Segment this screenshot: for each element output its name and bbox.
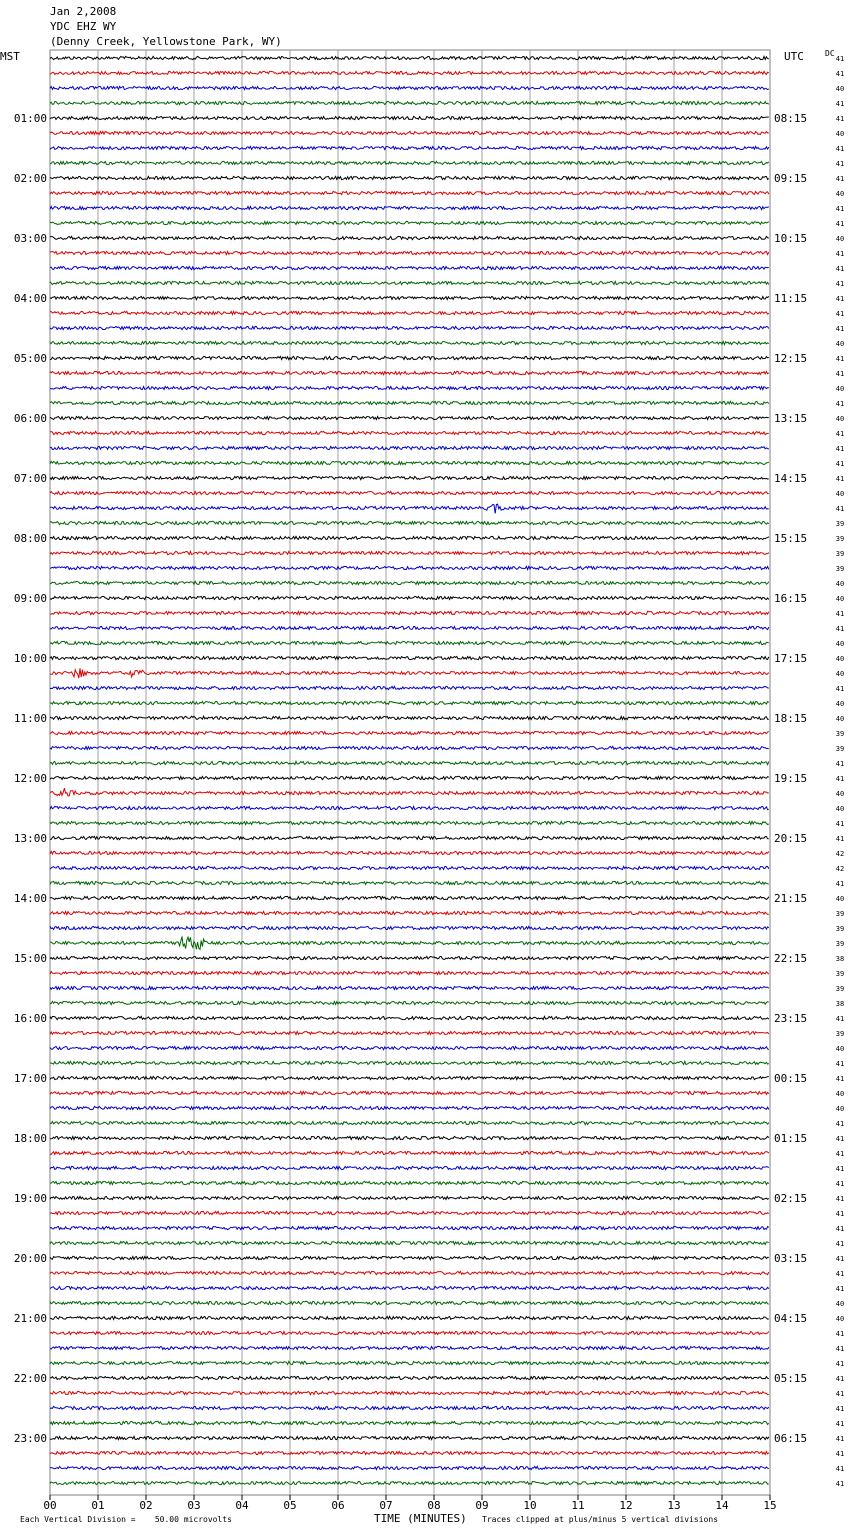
dc-offset-label: 41 — [835, 400, 845, 408]
header-date: Jan 2,2008 — [50, 5, 117, 18]
dc-offset-label: 41 — [835, 835, 845, 843]
dc-offset-label: 41 — [835, 295, 845, 303]
left-hour-label: 18:00 — [13, 1132, 47, 1145]
right-timezone-label: UTC — [784, 50, 804, 63]
dc-offset-label: 41 — [835, 1180, 845, 1188]
trace-line — [50, 1181, 769, 1184]
dc-offset-label: 41 — [835, 430, 845, 438]
trace-line — [50, 821, 769, 824]
x-tick-label: 00 — [43, 1499, 57, 1512]
dc-offset-label: 40 — [835, 670, 845, 678]
dc-offset-label: 41 — [835, 1150, 845, 1158]
dc-offset-label: 41 — [835, 1405, 845, 1413]
dc-offset-label: 41 — [835, 70, 845, 78]
x-axis-title: TIME (MINUTES) — [374, 1512, 467, 1525]
dc-offset-label: 41 — [835, 775, 845, 783]
trace-line — [50, 1481, 769, 1484]
trace-line — [50, 806, 769, 809]
x-tick-label: 04 — [235, 1499, 249, 1512]
trace-line — [50, 1421, 769, 1424]
trace-line — [50, 491, 769, 494]
trace-line — [50, 1256, 769, 1259]
dc-offset-label: 40 — [835, 85, 845, 93]
trace-line — [50, 1046, 769, 1049]
trace-line — [50, 656, 769, 659]
dc-offset-label: 40 — [835, 580, 845, 588]
trace-line — [50, 416, 769, 419]
right-hour-label: 22:15 — [774, 952, 808, 965]
trace-line — [50, 101, 769, 104]
x-tick-label: 08 — [427, 1499, 441, 1512]
dc-offset-label: 41 — [835, 1195, 845, 1203]
right-hour-label: 04:15 — [774, 1312, 808, 1325]
right-hour-label: 23:15 — [774, 1012, 808, 1025]
dc-offset-label: 41 — [835, 1480, 845, 1488]
dc-offset-label: 38 — [835, 955, 845, 963]
dc-offset-label: 41 — [835, 1420, 845, 1428]
dc-offset-label: 41 — [835, 1285, 845, 1293]
right-hour-label: 05:15 — [774, 1372, 808, 1385]
right-hour-label: 02:15 — [774, 1192, 808, 1205]
dc-offset-label: 41 — [835, 445, 845, 453]
trace-line — [50, 1376, 769, 1379]
dc-offset-label: 41 — [835, 175, 845, 183]
trace-line — [50, 504, 769, 513]
dc-offset-label: 39 — [835, 745, 845, 753]
dc-offset-label: 39 — [835, 970, 845, 978]
right-hour-label: 19:15 — [774, 772, 808, 785]
left-hour-label: 17:00 — [13, 1072, 47, 1085]
left-hour-label: 06:00 — [13, 412, 47, 425]
dc-offset-label: 39 — [835, 565, 845, 573]
x-tick-label: 03 — [187, 1499, 201, 1512]
dc-offset-label: 41 — [835, 1465, 845, 1473]
trace-line — [50, 668, 769, 678]
x-tick-label: 13 — [667, 1499, 681, 1512]
right-hour-label: 15:15 — [774, 532, 808, 545]
trace-line — [50, 536, 769, 539]
trace-line — [50, 1136, 769, 1139]
trace-line — [50, 131, 769, 134]
trace-line — [50, 461, 769, 464]
dc-offset-label: 41 — [835, 475, 845, 483]
trace-line — [50, 1076, 769, 1079]
trace-line — [50, 1361, 769, 1364]
dc-offset-label: 39 — [835, 520, 845, 528]
x-tick-label: 11 — [571, 1499, 585, 1512]
trace-line — [50, 71, 769, 74]
x-tick-label: 07 — [379, 1499, 393, 1512]
trace-line — [50, 551, 769, 554]
vertical-division-note: Each Vertical Division = 50.00 microvolts — [20, 1515, 232, 1524]
trace-line — [50, 1001, 769, 1004]
dc-offset-label: 41 — [835, 1060, 845, 1068]
trace-line — [50, 836, 769, 839]
trace-line — [50, 686, 769, 689]
trace-line — [50, 911, 769, 914]
trace-line — [50, 356, 769, 359]
dc-offset-label: 38 — [835, 1000, 845, 1008]
dc-offset-label: 41 — [835, 370, 845, 378]
trace-line — [50, 446, 769, 449]
trace-line — [50, 371, 769, 374]
trace-line — [50, 1166, 769, 1169]
trace-line — [50, 761, 769, 764]
dc-offset-label: 40 — [835, 655, 845, 663]
left-hour-label: 14:00 — [13, 892, 47, 905]
dc-offset-label: 41 — [835, 760, 845, 768]
dc-offset-label: 41 — [835, 1345, 845, 1353]
left-hour-label: 08:00 — [13, 532, 47, 545]
dc-offset-label: 39 — [835, 940, 845, 948]
trace-line — [50, 1271, 769, 1274]
left-hour-label: 13:00 — [13, 832, 47, 845]
trace-line — [50, 1226, 769, 1229]
dc-offset-label: 39 — [835, 910, 845, 918]
trace-line — [50, 926, 769, 929]
dc-offset-label: 39 — [835, 925, 845, 933]
trace-line — [50, 56, 769, 59]
dc-offset-label: 39 — [835, 1030, 845, 1038]
trace-line — [50, 1436, 769, 1439]
dc-offset-label: 40 — [835, 895, 845, 903]
left-hour-label: 20:00 — [13, 1252, 47, 1265]
dc-offset-label: 40 — [835, 1045, 845, 1053]
trace-line — [50, 1061, 769, 1064]
dc-offset-label: 41 — [835, 220, 845, 228]
trace-line — [50, 146, 769, 149]
x-tick-label: 01 — [91, 1499, 105, 1512]
trace-line — [50, 1196, 769, 1199]
trace-line — [50, 1451, 769, 1454]
right-hour-label: 06:15 — [774, 1432, 808, 1445]
right-hour-label: 09:15 — [774, 172, 808, 185]
left-hour-label: 02:00 — [13, 172, 47, 185]
dc-offset-label: 41 — [835, 1135, 845, 1143]
dc-offset-label: 41 — [835, 1240, 845, 1248]
trace-line — [50, 266, 769, 269]
dc-offset-label: 41 — [835, 1255, 845, 1263]
trace-line — [50, 626, 769, 629]
dc-offset-label: 41 — [835, 145, 845, 153]
x-tick-label: 05 — [283, 1499, 297, 1512]
trace-line — [50, 431, 769, 434]
right-hour-label: 20:15 — [774, 832, 808, 845]
dc-offset-label: 40 — [835, 340, 845, 348]
trace-line — [50, 1286, 769, 1289]
right-hour-label: 14:15 — [774, 472, 808, 485]
trace-line — [50, 596, 769, 599]
trace-line — [50, 86, 769, 89]
left-hour-label: 03:00 — [13, 232, 47, 245]
trace-line — [50, 581, 769, 584]
trace-line — [50, 1151, 769, 1154]
dc-offset-label: 41 — [835, 325, 845, 333]
x-tick-label: 10 — [523, 1499, 537, 1512]
header-station: YDC EHZ WY — [50, 20, 117, 33]
dc-offset-label: 41 — [835, 610, 845, 618]
trace-line — [50, 521, 769, 524]
trace-line — [50, 1106, 769, 1109]
dc-offset-label: 39 — [835, 985, 845, 993]
dc-offset-label: 41 — [835, 1390, 845, 1398]
right-hour-label: 10:15 — [774, 232, 808, 245]
trace-line — [50, 341, 769, 344]
dc-offset-label: 40 — [835, 130, 845, 138]
right-hour-label: 12:15 — [774, 352, 808, 365]
left-hour-label: 11:00 — [13, 712, 47, 725]
trace-line — [50, 1406, 769, 1409]
left-hour-label: 12:00 — [13, 772, 47, 785]
trace-line — [50, 1091, 769, 1094]
trace-line — [50, 1391, 769, 1394]
trace-line — [50, 221, 769, 224]
trace-line — [50, 1346, 769, 1349]
dc-offset-label: 41 — [835, 115, 845, 123]
trace-line — [50, 937, 769, 950]
right-hour-label: 21:15 — [774, 892, 808, 905]
dc-offset-label: 41 — [835, 1435, 845, 1443]
trace-line — [50, 326, 769, 329]
dc-offset-label: 40 — [835, 805, 845, 813]
trace-line — [50, 161, 769, 164]
trace-line — [50, 701, 769, 704]
trace-line — [50, 881, 769, 884]
dc-offset-label: 41 — [835, 625, 845, 633]
left-hour-label: 22:00 — [13, 1372, 47, 1385]
left-hour-label: 09:00 — [13, 592, 47, 605]
x-tick-label: 15 — [763, 1499, 777, 1512]
right-hour-label: 03:15 — [774, 1252, 808, 1265]
trace-line — [50, 386, 769, 389]
trace-line — [50, 1016, 769, 1019]
trace-line — [50, 1316, 769, 1319]
dc-offset-label: 40 — [835, 385, 845, 393]
x-tick-label: 12 — [619, 1499, 633, 1512]
dc-offset-label: 41 — [835, 100, 845, 108]
dc-offset-label: 41 — [835, 1375, 845, 1383]
dc-offset-label: 40 — [835, 235, 845, 243]
left-hour-label: 16:00 — [13, 1012, 47, 1025]
dc-offset-label: 40 — [835, 415, 845, 423]
dc-offset-label: 41 — [835, 505, 845, 513]
trace-line — [50, 251, 769, 254]
dc-offset-label: 41 — [835, 1450, 845, 1458]
dc-label: DC — [825, 49, 835, 58]
trace-line — [50, 1331, 769, 1334]
dc-offset-label: 41 — [835, 250, 845, 258]
trace-line — [50, 611, 769, 614]
left-hour-label: 23:00 — [13, 1432, 47, 1445]
dc-offset-label: 41 — [835, 310, 845, 318]
left-hour-label: 21:00 — [13, 1312, 47, 1325]
trace-line — [50, 116, 769, 119]
dc-offset-label: 41 — [835, 265, 845, 273]
dc-offset-label: 41 — [835, 460, 845, 468]
trace-line — [50, 206, 769, 209]
trace-line — [50, 971, 769, 974]
dc-offset-label: 40 — [835, 1315, 845, 1323]
dc-offset-label: 40 — [835, 595, 845, 603]
trace-line — [50, 191, 769, 194]
right-hour-label: 13:15 — [774, 412, 808, 425]
trace-line — [50, 176, 769, 179]
clipping-note: Traces clipped at plus/minus 5 vertical divisions — [482, 1515, 719, 1524]
x-tick-label: 02 — [139, 1499, 153, 1512]
trace-line — [50, 896, 769, 899]
trace-line — [50, 236, 769, 239]
dc-offset-label: 41 — [835, 1120, 845, 1128]
right-hour-label: 17:15 — [774, 652, 808, 665]
dc-offset-label: 41 — [835, 1330, 845, 1338]
trace-line — [50, 851, 769, 854]
dc-offset-label: 41 — [835, 1225, 845, 1233]
dc-offset-label: 41 — [835, 880, 845, 888]
x-tick-label: 06 — [331, 1499, 345, 1512]
dc-offset-label: 39 — [835, 730, 845, 738]
trace-line — [50, 641, 769, 644]
trace-line — [50, 776, 769, 779]
dc-offset-label: 41 — [835, 160, 845, 168]
right-hour-label: 08:15 — [774, 112, 808, 125]
left-hour-label: 19:00 — [13, 1192, 47, 1205]
dc-offset-label: 41 — [835, 1360, 845, 1368]
trace-line — [50, 281, 769, 284]
trace-line — [50, 566, 769, 569]
trace-line — [50, 986, 769, 989]
dc-offset-label: 41 — [835, 1015, 845, 1023]
dc-offset-label: 42 — [835, 850, 845, 858]
left-hour-label: 15:00 — [13, 952, 47, 965]
dc-offset-label: 41 — [835, 1165, 845, 1173]
trace-line — [50, 1466, 769, 1469]
trace-line — [50, 311, 769, 314]
trace-line — [50, 1121, 769, 1124]
trace-line — [50, 731, 769, 734]
right-hour-label: 01:15 — [774, 1132, 808, 1145]
x-tick-label: 14 — [715, 1499, 729, 1512]
dc-offset-label: 40 — [835, 790, 845, 798]
dc-offset-label: 41 — [835, 1075, 845, 1083]
trace-line — [50, 476, 769, 479]
dc-offset-label: 39 — [835, 550, 845, 558]
trace-line — [50, 716, 769, 719]
left-hour-label: 01:00 — [13, 112, 47, 125]
left-hour-label: 10:00 — [13, 652, 47, 665]
trace-line — [50, 746, 769, 749]
dc-offset-label: 39 — [835, 535, 845, 543]
left-timezone-label: MST — [0, 50, 20, 63]
dc-offset-label: 41 — [835, 205, 845, 213]
trace-line — [50, 1301, 769, 1304]
trace-line — [50, 1031, 769, 1034]
trace-line — [50, 866, 769, 869]
dc-offset-label: 40 — [835, 700, 845, 708]
left-hour-label: 04:00 — [13, 292, 47, 305]
right-hour-label: 16:15 — [774, 592, 808, 605]
trace-line — [50, 401, 769, 404]
trace-line — [50, 956, 769, 959]
left-hour-label: 07:00 — [13, 472, 47, 485]
left-hour-label: 05:00 — [13, 352, 47, 365]
dc-offset-label: 41 — [835, 1270, 845, 1278]
dc-offset-label: 41 — [835, 355, 845, 363]
trace-line — [50, 1211, 769, 1214]
dc-offset-label: 40 — [835, 640, 845, 648]
right-hour-label: 18:15 — [774, 712, 808, 725]
dc-offset-label: 40 — [835, 715, 845, 723]
dc-offset-label: 41 — [835, 820, 845, 828]
right-hour-label: 11:15 — [774, 292, 808, 305]
plot-frame — [50, 50, 770, 1495]
dc-offset-label: 41 — [835, 280, 845, 288]
x-tick-label: 09 — [475, 1499, 489, 1512]
dc-offset-label: 41 — [835, 55, 845, 63]
dc-offset-label: 40 — [835, 190, 845, 198]
dc-offset-label: 42 — [835, 865, 845, 873]
dc-offset-label: 40 — [835, 490, 845, 498]
dc-offset-label: 40 — [835, 1105, 845, 1113]
dc-offset-label: 40 — [835, 1300, 845, 1308]
dc-offset-label: 41 — [835, 1210, 845, 1218]
trace-line — [50, 1241, 769, 1244]
dc-offset-label: 40 — [835, 1090, 845, 1098]
dc-offset-label: 41 — [835, 685, 845, 693]
trace-line — [50, 788, 769, 796]
header-location: (Denny Creek, Yellowstone Park, WY) — [50, 35, 282, 48]
trace-line — [50, 296, 769, 299]
right-hour-label: 00:15 — [774, 1072, 808, 1085]
